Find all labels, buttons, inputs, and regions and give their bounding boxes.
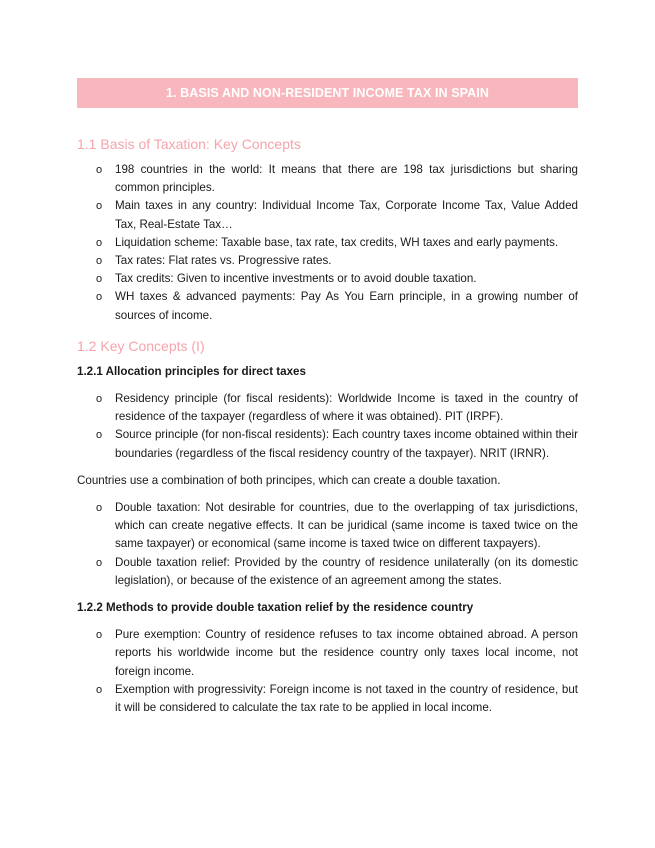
section-1-2-1-heading: 1.2.1 Allocation principles for direct taxes <box>77 364 306 378</box>
list-item: o Double taxation: Not desirable for countries, due to the overlapping of tax jurisdictions, which can create negative effects. It can be juridical (same income is taxed twice on the same taxpayer) or economical (same income is taxed twice on different taxpayers). <box>77 499 578 554</box>
list-item: o Exemption with progressivity: Foreign income is not taxed in the country of residence, but it will be considered to calculate the tax rate to be applied in local income. <box>77 681 578 717</box>
list-item: o 198 countries in the world: It means that there are 198 tax jurisdictions but sharing common principles. <box>77 161 578 197</box>
chapter-banner: 1. BASIS AND NON-RESIDENT INCOME TAX IN SPAIN <box>77 78 578 108</box>
section-1-2-1-list <box>77 390 578 463</box>
list-item: o Tax rates: Flat rates vs. Progressive rates. <box>77 252 578 270</box>
document-body <box>77 133 578 717</box>
list-item: o Liquidation scheme: Taxable base, tax rate, tax credits, WH taxes and early payments. <box>77 234 578 252</box>
list-item: o Main taxes in any country: Individual Income Tax, Corporate Income Tax, Value Added Tax, Real-Estate Tax… <box>77 197 578 233</box>
list-item: o Residency principle (for fiscal residents): Worldwide Income is taxed in the country of residence of the taxpayer (regardless of where it was obtained). PIT (IRPF). <box>77 390 578 426</box>
section-1-2-2-list <box>77 626 578 717</box>
section-1-2-heading: 1.2 Key Concepts (I) <box>77 337 205 354</box>
list-item: o Source principle (for non-fiscal residents): Each country taxes income obtained within their boundaries (regardless of the fiscal residency country of the taxpayer). NRIT (IRNR). <box>77 426 578 462</box>
body-paragraph: Countries use a combination of both principes, which can create a double taxation. <box>77 473 501 487</box>
list-item: o Double taxation relief: Provided by the country of residence unilaterally (on its domestic legislation), or because of the existence of an agreement among the states. <box>77 554 578 590</box>
section-1-1-list <box>77 161 578 325</box>
list-item: o Pure exemption: Country of residence refuses to tax income obtained abroad. A person reports his worldwide income but the residence country only taxes local income, not foreign income. <box>77 626 578 681</box>
list-item: o WH taxes & advanced payments: Pay As You Earn principle, in a growing number of sources of income. <box>77 288 578 324</box>
section-1-2-2-heading: 1.2.2 Methods to provide double taxation relief by the residence country <box>77 601 474 615</box>
section-1-1-heading: 1.1 Basis of Taxation: Key Concepts <box>77 136 301 152</box>
list-item: o Tax credits: Given to incentive investments or to avoid double taxation. <box>77 270 578 288</box>
section-1-2-1-list-2 <box>77 499 578 590</box>
